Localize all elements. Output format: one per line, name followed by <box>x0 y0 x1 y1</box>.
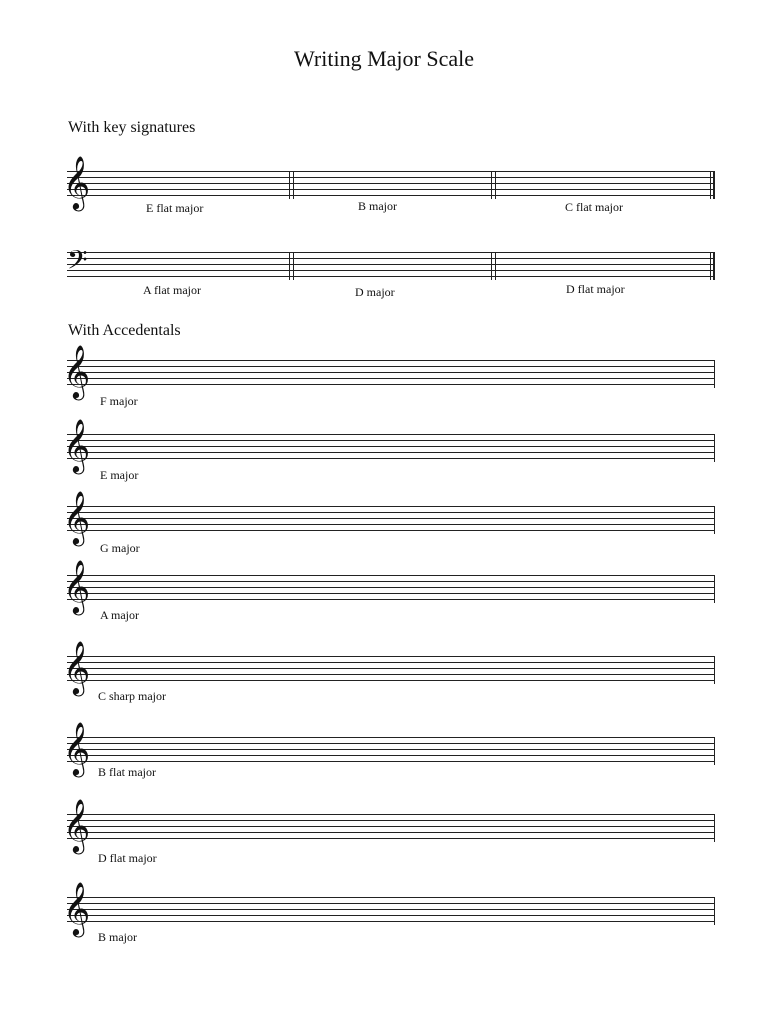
staff-treble-accidentals <box>63 418 715 472</box>
measure-label: C flat major <box>565 200 623 214</box>
end-barline <box>714 897 715 925</box>
double-barline <box>289 252 290 280</box>
bass-clef-icon: 𝄢 <box>67 244 88 282</box>
double-barline <box>491 252 492 280</box>
section-heading-accidentals: With Accedentals <box>68 322 181 339</box>
scale-label: C sharp major <box>98 689 166 703</box>
staff-treble-accidentals <box>63 640 715 694</box>
end-barline <box>714 506 715 534</box>
double-barline <box>495 252 496 280</box>
treble-clef-icon: 𝄞 <box>63 881 91 935</box>
end-barline <box>714 814 715 842</box>
treble-clef-icon: 𝄞 <box>63 798 91 852</box>
scale-label: F major <box>100 394 138 408</box>
page-title: Writing Major Scale <box>294 46 474 71</box>
treble-clef-icon: 𝄞 <box>63 640 91 694</box>
staff-treble-accidentals <box>63 559 715 613</box>
end-barline <box>714 434 715 462</box>
double-barline <box>293 171 294 199</box>
measure-label: D major <box>355 285 395 299</box>
measure-label: E flat major <box>146 201 204 215</box>
end-barline <box>714 360 715 388</box>
treble-clef-icon: 𝄞 <box>63 155 91 209</box>
measure-label: A flat major <box>143 283 201 297</box>
staff-treble-accidentals <box>63 881 715 935</box>
double-barline <box>289 171 290 199</box>
double-barline <box>495 171 496 199</box>
measure-label: D flat major <box>566 282 625 296</box>
final-barline <box>713 252 715 280</box>
treble-clef-icon: 𝄞 <box>63 418 91 472</box>
scale-label: G major <box>100 541 140 555</box>
end-barline <box>714 737 715 765</box>
final-barline <box>710 252 711 280</box>
final-barline <box>713 171 715 199</box>
scale-label: A major <box>100 608 139 622</box>
staff-bass-key-signatures <box>67 244 715 282</box>
section-heading-key-signatures: With key signatures <box>68 119 196 136</box>
scale-label: B major <box>98 930 137 944</box>
staff-treble-accidentals <box>63 798 715 852</box>
scale-label: D flat major <box>98 851 157 865</box>
scale-label: B flat major <box>98 765 156 779</box>
double-barline <box>293 252 294 280</box>
staff-treble-accidentals <box>63 344 715 398</box>
measure-label: B major <box>358 199 397 213</box>
end-barline <box>714 656 715 684</box>
scale-label: E major <box>100 468 139 482</box>
end-barline <box>714 575 715 603</box>
treble-clef-icon: 𝄞 <box>63 559 91 613</box>
treble-clef-icon: 𝄞 <box>63 490 91 544</box>
double-barline <box>491 171 492 199</box>
final-barline <box>710 171 711 199</box>
treble-clef-icon: 𝄞 <box>63 344 91 398</box>
treble-clef-icon: 𝄞 <box>63 721 91 775</box>
staff-treble-accidentals <box>63 490 715 544</box>
